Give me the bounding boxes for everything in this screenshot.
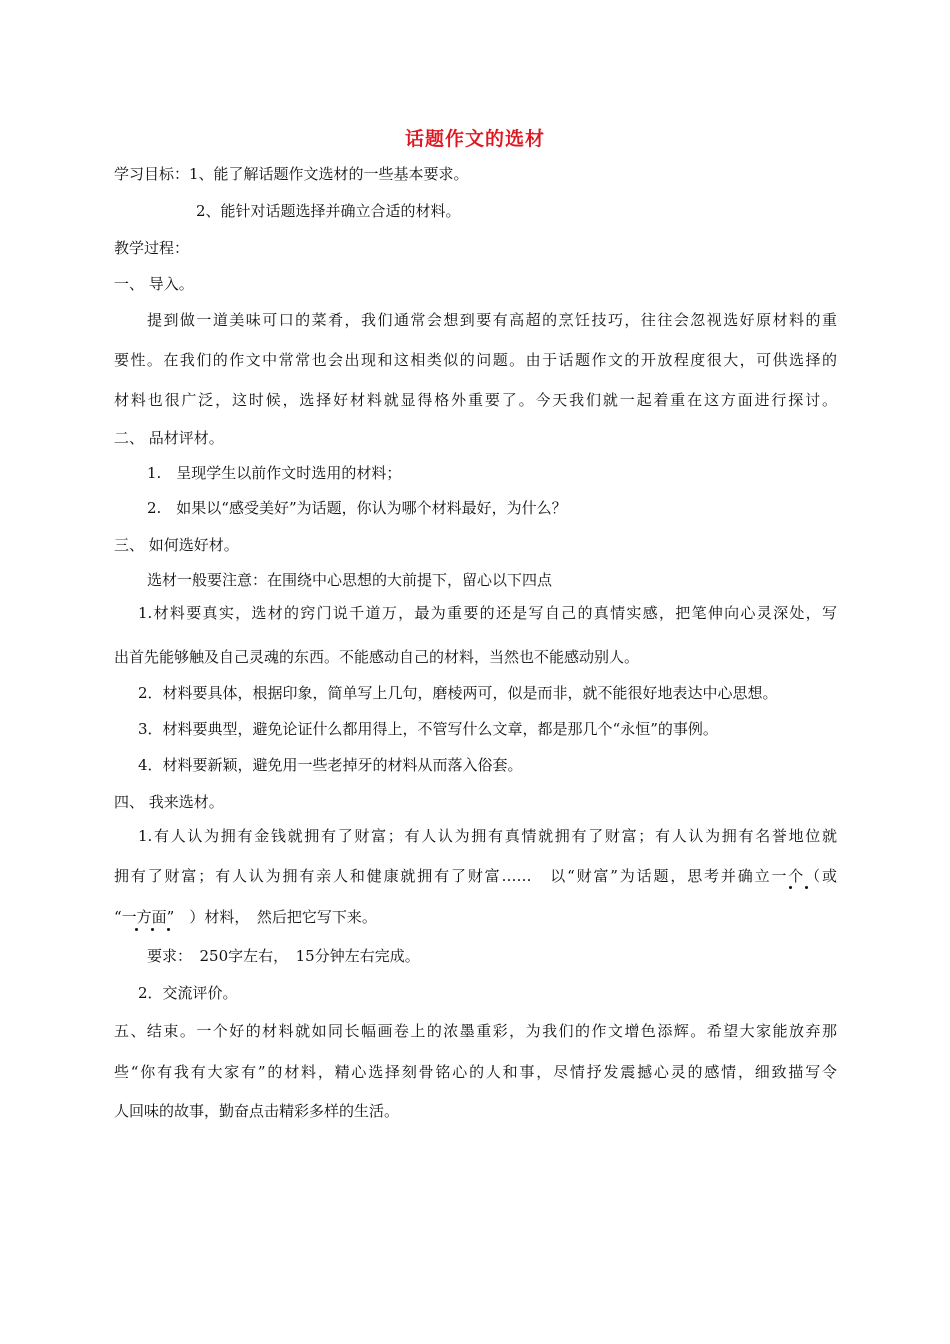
section4-item1-line-2: 拥有了财富；有人认为拥有亲人和健康就拥有了财富…… 以“财富”为话题，思考并确立一个（或 [114,867,837,885]
objectives-line-1 [114,164,469,184]
section4-item-2: 2．交流评价。 [138,984,238,1002]
emphasis-dot [805,886,808,889]
section1-para-line-3: 材料也很广泛，这时候，选择好材料就显得格外重要了。今天我们就一起着重在这方面进行探讨。 [114,391,837,409]
section4-requirement: 要求： 250字左右， 15分钟左右完成。 [147,947,420,965]
emphasis-dot [789,886,792,889]
section3-item-2: 2．材料要具体，根据印象，简单写上几句，磨棱两可，似是而非，就不能很好地表达中心思想。 [138,684,778,702]
section5-line-2: 些“你有我有大家有”的材料，精心选择刻骨铭心的人和事，尽情抒发震撼心灵的感情，细致描写令 [114,1063,837,1081]
section3-intro: 选材一般要注意：在围绕中心思想的大前提下，留心以下四点 [147,571,553,589]
emphasis-dot [135,928,138,931]
objective-item-1: 1、能了解话题作文选材的一些基本要求。 [189,165,469,183]
section1-para-line-2: 要性。在我们的作文中常常也会出现和这相类似的问题。由于话题作文的开放程度很大，可供选择的 [114,351,837,369]
section4-heading: 四、 我来选材。 [114,793,224,811]
emphasis-dot [151,928,154,931]
section2-item-1: 1. 呈现学生以前作文时选用的材料； [147,464,402,482]
section4-item1-line-3: “一方面” ）材料， 然后把它写下来。 [114,908,377,926]
process-label: 教学过程： [114,239,190,257]
section1-heading: 一、 导入。 [114,275,194,293]
section4-item1-line-1: 1.有人认为拥有金钱就拥有了财富；有人认为拥有真情就拥有了财富；有人认为拥有名誉地位就 [138,827,837,845]
section3-heading: 三、 如何选好材。 [114,536,239,554]
section1-para-line-1: 提到做一道美味可口的菜肴，我们通常会想到要有高超的烹饪技巧，往往会忽视选好原材料的重 [147,311,837,329]
emphasis-dot [167,928,170,931]
section5-line-3: 人回味的故事，勤奋点击精彩多样的生活。 [114,1102,400,1120]
section3-item1-line-2: 出首先能够触及自己灵魂的东西。不能感动自己的材料，当然也不能感动别人。 [114,648,640,666]
objectives-label: 学习目标： [114,165,190,183]
page-title: 话题作文的选材 [404,128,545,150]
section3-item1-line-1: 1.材料要真实，选材的窍门说千道万，最为重要的还是写自己的真情实感，把笔伸向心灵深处，写 [138,604,837,622]
section3-item-4: 4．材料要新颖，避免用一些老掉牙的材料从而落入俗套。 [138,756,523,774]
section2-heading: 二、 品材评材。 [114,429,224,447]
objective-item-2: 2、能针对话题选择并确立合适的材料。 [196,202,461,220]
section3-item-3: 3．材料要典型，避免论证什么都用得上，不管写什么文章，都是那几个“永恒”的事例。 [138,720,718,738]
section5-line-1: 五、结束。一个好的材料就如同长幅画卷上的浓墨重彩，为我们的作文增色添辉。希望大家能放弃那 [114,1022,837,1040]
section2-item-2: 2. 如果以“感受美好”为话题，你认为哪个材料最好，为什么？ [147,499,567,517]
